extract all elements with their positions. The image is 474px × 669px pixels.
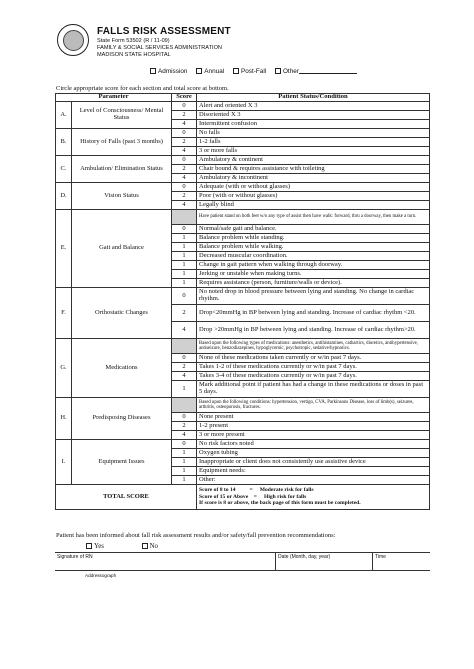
table-row (56, 129, 430, 138)
note-score-cell (172, 210, 197, 225)
back-page-note: If score is 8 or above, the back page of this form must be completed. (199, 500, 361, 507)
score-cell[interactable]: 4 (172, 174, 197, 183)
section-note: Have patient stand on both feet w/o any type of assist then have walk: forward, thru a doorway, then make a turn. (197, 210, 430, 225)
score-cell[interactable]: 1 (172, 252, 197, 261)
score-cell[interactable]: 1 (172, 234, 197, 243)
section-letter: H. (56, 398, 72, 440)
section-parameter: Medications (72, 339, 172, 398)
section-note-row (56, 339, 430, 354)
status-cell: Disoriented X 3 (197, 111, 430, 120)
form-title: FALLS RISK ASSESSMENT (97, 26, 231, 37)
section-note-row (56, 210, 430, 225)
score-cell[interactable]: 0 (172, 413, 197, 422)
status-cell: Requires assistance (person, furniture/walls or device). (197, 279, 430, 288)
section-parameter: Orthostatic Changes (72, 288, 172, 339)
status-cell: No risk factors noted (197, 440, 430, 449)
informed-options (86, 543, 194, 550)
score-cell[interactable]: 0 (172, 183, 197, 192)
state-seal-logo (57, 24, 89, 56)
other-option[interactable]: Other (275, 68, 357, 75)
score-cell[interactable]: 0 (172, 225, 197, 234)
signature-rn-field[interactable]: Signature of RN (57, 554, 93, 560)
moderate-risk-line: Score of 8 to 14 = Moderate risk for falls (199, 486, 314, 493)
score-cell[interactable]: 4 (172, 431, 197, 440)
assessment-table (55, 93, 430, 510)
status-cell: Poor (with or without glasses) (197, 192, 430, 201)
status-cell: 3 or more falls (197, 147, 430, 156)
col-score: Score (172, 94, 197, 102)
other-line[interactable] (299, 67, 357, 74)
status-cell: Chair bound & requires assistance with toileting (197, 165, 430, 174)
score-cell[interactable]: 4 (172, 322, 197, 339)
section-letter: D. (56, 183, 72, 210)
total-label: TOTAL SCORE (56, 485, 197, 510)
annual-option[interactable]: Annual (196, 68, 224, 75)
score-cell[interactable]: 1 (172, 476, 197, 485)
score-cell[interactable]: 0 (172, 102, 197, 111)
score-cell[interactable]: 1 (172, 449, 197, 458)
status-cell: Change in gait pattern when walking through doorway. (197, 261, 430, 270)
signature-divider (275, 552, 276, 570)
score-cell[interactable]: 0 (172, 129, 197, 138)
signature-divider (372, 552, 373, 570)
score-cell[interactable]: 1 (172, 467, 197, 476)
admission-option[interactable]: Admission (150, 68, 187, 75)
section-parameter: History of Falls (past 3 months) (72, 129, 172, 156)
high-risk-line: Score of 15 or Above = High risk for falls (199, 493, 307, 500)
post-fall-option[interactable]: Post-Fall (233, 68, 266, 75)
status-cell: Takes 1-2 of these medications currently or w/in past 7 days. (197, 363, 430, 372)
status-cell: Takes 3-4 of these medications currently or w/in past 7 days. (197, 372, 430, 381)
score-cell[interactable]: 2 (172, 305, 197, 322)
status-cell: None present (197, 413, 430, 422)
section-letter: E. (56, 210, 72, 288)
section-note: Based upon the following types of medications: anesthetics, antihistamines, cathartics, diuretics, antihypertensive, antiseizure, benzodiazepines, hypoglycemic, psychotropic, sedative/hypnotics. (197, 339, 430, 354)
status-cell: 1-2 falls (197, 138, 430, 147)
signature-time-field[interactable]: Time (375, 554, 386, 560)
section-letter: B. (56, 129, 72, 156)
section-parameter: Equipment Issues (72, 440, 172, 485)
table-row (56, 102, 430, 111)
status-cell: Inappropriate or client does not consistently use assistive device (197, 458, 430, 467)
checkbox-icon[interactable] (86, 543, 92, 549)
score-cell[interactable]: 1 (172, 381, 197, 398)
score-cell[interactable]: 2 (172, 422, 197, 431)
score-cell[interactable]: 4 (172, 147, 197, 156)
section-parameter: Vision Status (72, 183, 172, 210)
status-cell: None of these medications taken currently or w/in past 7 days. (197, 354, 430, 363)
score-cell[interactable]: 1 (172, 270, 197, 279)
table-header (56, 94, 430, 102)
status-cell: 1-2 present (197, 422, 430, 431)
checkbox-icon[interactable] (275, 68, 281, 74)
informed-statement: Patient has been informed about fall risk assessment results and/or safety/fall prevention recommendations: (56, 532, 336, 539)
status-cell: No falls (197, 129, 430, 138)
status-cell: Drop >20mmHg in BP between lying and standing. Increase of cardiac rhythm>20. (197, 322, 430, 339)
section-parameter: Level of Consciousness/ Mental Status (72, 102, 172, 129)
total-row (56, 485, 430, 510)
checkbox-icon[interactable] (196, 68, 202, 74)
section-letter: A. (56, 102, 72, 129)
table-row (56, 288, 430, 305)
status-cell: Balance problem while walking. (197, 243, 430, 252)
status-cell: Drop<20mmHg in BP between lying and standing. Increase of cardiac rhythm <20. (197, 305, 430, 322)
total-legend (197, 485, 430, 510)
signature-top-rule (55, 552, 430, 553)
status-cell: Other: (197, 476, 430, 485)
signature-date-field[interactable]: Date (Month, day, year) (278, 554, 331, 560)
score-cell[interactable]: 2 (172, 192, 197, 201)
col-status: Patient Status/Condition (197, 94, 430, 102)
no-option[interactable]: No (142, 543, 158, 550)
status-cell: Decreased muscular coordination. (197, 252, 430, 261)
section-parameter: Ambulation/ Elimination Status (72, 156, 172, 183)
status-cell: Jerking or unstable when making turns. (197, 270, 430, 279)
section-letter: I. (56, 440, 72, 485)
section-letter: C. (56, 156, 72, 183)
status-cell: Ambulatory & continent (197, 156, 430, 165)
note-score-cell (172, 339, 197, 354)
status-cell: 3 or more present (197, 431, 430, 440)
assessment-type-options (150, 67, 364, 75)
note-score-cell (172, 398, 197, 413)
score-cell[interactable]: 1 (172, 243, 197, 252)
checkbox-icon[interactable] (142, 543, 148, 549)
checkbox-icon[interactable] (150, 68, 156, 74)
section-letter: F. (56, 288, 72, 339)
status-cell: Oxygen tubing (197, 449, 430, 458)
score-cell[interactable]: 0 (172, 156, 197, 165)
table-row (56, 183, 430, 192)
score-cell[interactable]: 1 (172, 458, 197, 467)
status-cell: Normal/safe gait and balance. (197, 225, 430, 234)
status-cell: Mark additional point if patient has had a change in these medications or doses in past 5 days. (197, 381, 430, 398)
score-cell[interactable]: 4 (172, 372, 197, 381)
form-number: State Form 53502 (R / 11-09) (97, 38, 170, 44)
score-cell[interactable]: 2 (172, 165, 197, 174)
score-cell[interactable]: 4 (172, 201, 197, 210)
section-note-row (56, 398, 430, 413)
addressograph-label: Addressograph (85, 573, 117, 578)
table-row (56, 156, 430, 165)
section-note: Based upon the following conditions: hypertension, vertigo, CVA, Parkinsons Disease, loss of limb(s), seizures, arthritis, osteoporosis, fractures. (197, 398, 430, 413)
score-cell[interactable]: 4 (172, 120, 197, 129)
score-cell[interactable]: 2 (172, 111, 197, 120)
score-cell[interactable]: 0 (172, 440, 197, 449)
status-cell: Legally blind (197, 201, 430, 210)
status-cell: Adequate (with or without glasses) (197, 183, 430, 192)
agency-name: FAMILY & SOCIAL SERVICES ADMINISTRATION (97, 45, 222, 51)
status-cell: Balance problem while standing. (197, 234, 430, 243)
status-cell: Equipment needs: (197, 467, 430, 476)
status-cell: Alert and oriented X 3 (197, 102, 430, 111)
status-cell: No noted drop in blood pressure between lying and standing. No change in cardiac rhythm. (197, 288, 430, 305)
score-cell[interactable]: 1 (172, 279, 197, 288)
status-cell: Ambulatory & incontinent (197, 174, 430, 183)
section-letter: G. (56, 339, 72, 398)
score-cell[interactable]: 1 (172, 261, 197, 270)
section-parameter: Gait and Balance (72, 210, 172, 288)
checkbox-icon[interactable] (233, 68, 239, 74)
score-cell[interactable]: 0 (172, 354, 197, 363)
status-cell: Intermittent confusion (197, 120, 430, 129)
section-parameter: Predisposing Diseases (72, 398, 172, 440)
table-row (56, 440, 430, 449)
signature-bottom-rule (55, 570, 430, 571)
score-cell[interactable]: 2 (172, 138, 197, 147)
col-parameter: Parameter (56, 94, 172, 102)
score-cell[interactable]: 0 (172, 288, 197, 305)
instructions: Circle appropriate score for each section and total score at bottom. (56, 85, 229, 92)
yes-option[interactable]: Yes (86, 543, 104, 550)
hospital-name: MADISON STATE HOSPITAL (97, 52, 171, 58)
score-cell[interactable]: 2 (172, 363, 197, 372)
